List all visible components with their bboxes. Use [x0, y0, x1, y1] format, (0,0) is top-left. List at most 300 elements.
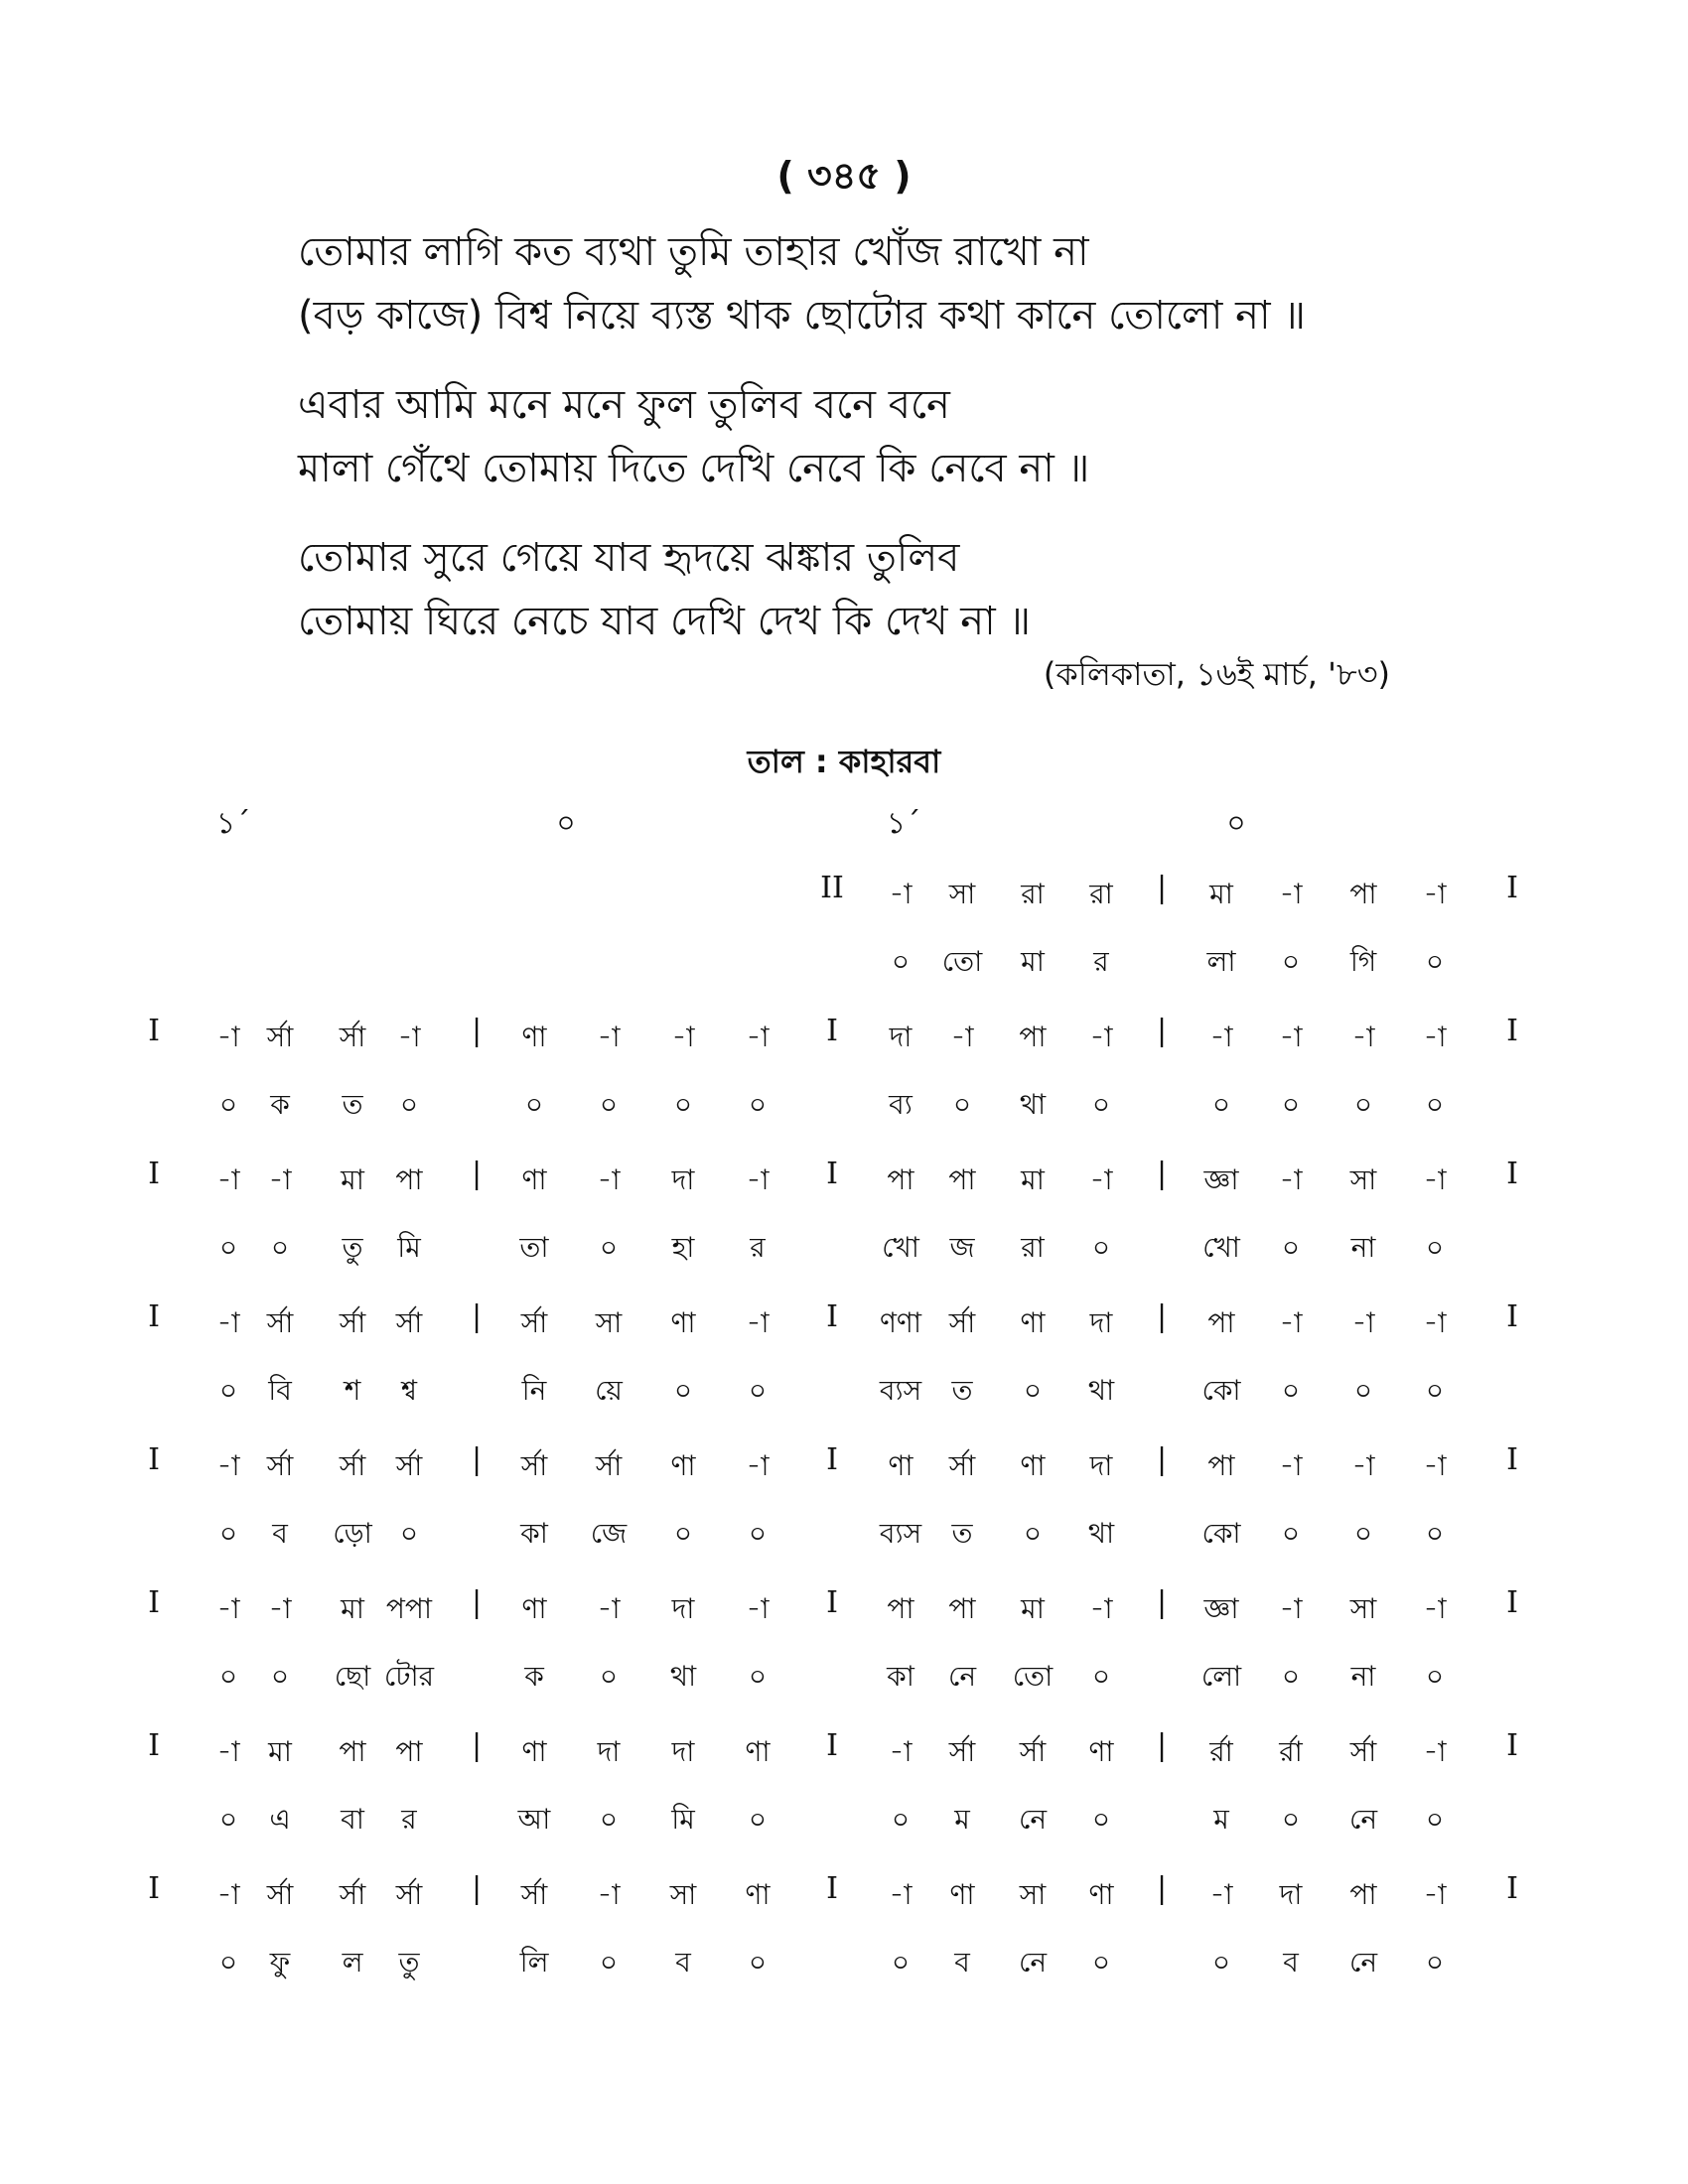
lyric-syllable: আ	[517, 1803, 551, 1836]
bar-line: I	[826, 1299, 838, 1334]
lyric-syllable: ব	[675, 1946, 691, 1979]
tala-label: তাল : কাহারবা	[747, 743, 941, 780]
lyric-syllable: টোর	[383, 1660, 435, 1693]
bar-line: |	[1156, 1728, 1168, 1763]
swara-note: -া	[216, 1449, 240, 1482]
bar-line: I	[148, 1442, 160, 1477]
swara-note: র্সা	[520, 1878, 548, 1911]
swara-note: -া	[216, 1878, 240, 1911]
bar-line: I	[1506, 1442, 1518, 1477]
lyric-syllable: ০	[1425, 1803, 1445, 1836]
notation-row	[0, 1155, 1688, 1297]
swara-note: মা	[341, 1163, 364, 1196]
lyric-syllable: শ্ব	[401, 1374, 417, 1407]
lyric-syllable: ০	[218, 1231, 238, 1264]
swara-note: -া	[889, 878, 913, 910]
lyric-syllable: ০	[599, 1231, 619, 1264]
swara-note: দা	[671, 1592, 695, 1625]
swara-note: -া	[671, 1021, 695, 1053]
swara-note: -া	[597, 1878, 621, 1911]
swara-note: পা	[948, 1592, 976, 1625]
footer-note: (কলিকাতা, ১৬ই মার্চ, '৮৩)	[1043, 655, 1390, 693]
lyric-syllable: লো	[1200, 1660, 1242, 1693]
lyric-syllable: ব্যস	[879, 1517, 922, 1550]
swara-note: র্সা	[339, 1878, 366, 1911]
bar-line: |	[1156, 1585, 1168, 1620]
lyric-syllable: তা	[519, 1231, 549, 1264]
swara-note: মা	[268, 1735, 292, 1768]
bar-line: I	[1506, 1014, 1518, 1048]
lyric-syllable: ক	[524, 1660, 544, 1693]
lyric-syllable: ০	[599, 1088, 619, 1121]
stanza	[298, 220, 1489, 347]
swara-note: সা	[1019, 1878, 1047, 1911]
swara-note: পা	[395, 1735, 423, 1768]
swara-note: -া	[746, 1449, 770, 1482]
lyric-syllable: ০	[1281, 1088, 1301, 1121]
lyric-syllable: নে	[947, 1660, 977, 1693]
bar-line: |	[1156, 1442, 1168, 1477]
lyric-syllable: ০	[1023, 1374, 1043, 1407]
swara-note: সা	[595, 1306, 623, 1339]
swara-note: মা	[1209, 878, 1233, 910]
swara-note: -া	[216, 1306, 240, 1339]
swara-note: র্সা	[948, 1306, 976, 1339]
lyric-line: তোমায় ঘিরে নেচে যাব দেখি দেখ কি দেখ না ॥	[298, 599, 1032, 644]
lyric-syllable: তু	[398, 1946, 420, 1979]
swara-note: র্সা	[266, 1449, 294, 1482]
lyric-syllable: নে	[1018, 1803, 1048, 1836]
lyric-syllable: র	[401, 1803, 417, 1836]
swara-note: জ্ঞা	[1203, 1163, 1239, 1196]
lyric-syllable: লি	[519, 1946, 549, 1979]
lyric-syllable: ০	[1425, 1374, 1445, 1407]
bar-line: |	[1156, 1299, 1168, 1334]
lyric-syllable: ব	[954, 1946, 970, 1979]
swara-note: ণা	[670, 1306, 696, 1339]
swara-note: পা	[887, 1592, 914, 1625]
swara-note: র্সা	[1019, 1735, 1047, 1768]
swara-note: সা	[948, 878, 976, 910]
notation-row	[0, 1583, 1688, 1726]
lyric-syllable: ০	[1425, 1660, 1445, 1693]
lyric-syllable: ত	[951, 1374, 973, 1407]
swara-note: -া	[597, 1592, 621, 1625]
lyric-syllable: না	[1350, 1660, 1376, 1693]
lyric-syllable: ০	[1091, 1231, 1111, 1264]
swara-note: র্সা	[520, 1306, 548, 1339]
bar-line: |	[471, 1871, 483, 1906]
swara-note: র্সা	[595, 1449, 623, 1482]
lyric-syllable: ০	[1353, 1088, 1373, 1121]
swara-note: মা	[1021, 1163, 1045, 1196]
bar-line: I	[1506, 1157, 1518, 1191]
lyric-syllable: ০	[218, 1946, 238, 1979]
swara-note: -া	[1279, 878, 1303, 910]
swara-note: র্সা	[948, 1449, 976, 1482]
swara-note: পা	[1349, 1878, 1377, 1911]
swara-note: র্সা	[948, 1735, 976, 1768]
lyric-syllable: ০	[748, 1374, 768, 1407]
swara-note: -া	[1423, 1878, 1447, 1911]
bar-line: |	[471, 1299, 483, 1334]
bar-line: I	[826, 1014, 838, 1048]
bar-line: I	[148, 1871, 160, 1906]
lyric-syllable: ল	[342, 1946, 363, 1979]
bar-line: I	[826, 1157, 838, 1191]
swara-note: ণা	[1020, 1449, 1046, 1482]
lyric-syllable: ০	[599, 1946, 619, 1979]
lyric-syllable: ড়ো	[333, 1517, 372, 1550]
lyric-syllable: ০	[218, 1374, 238, 1407]
lyric-syllable: ০	[524, 1088, 544, 1121]
swara-note: সা	[1349, 1163, 1377, 1196]
swara-note: -া	[1423, 1592, 1447, 1625]
swara-note: -া	[216, 1163, 240, 1196]
lyric-syllable: ০	[1281, 1660, 1301, 1693]
lyric-syllable: না	[1350, 1231, 1376, 1264]
swara-note: র্সা	[1349, 1735, 1377, 1768]
lyric-syllable: ম	[1213, 1803, 1229, 1836]
lyric-syllable: থা	[1087, 1517, 1115, 1550]
bar-line: I	[1506, 1299, 1518, 1334]
lyric-syllable: ০	[748, 1088, 768, 1121]
lyric-syllable: কা	[887, 1660, 914, 1693]
swara-note: -া	[268, 1163, 292, 1196]
swara-note: -া	[1423, 1306, 1447, 1339]
lyric-syllable: ব	[272, 1517, 288, 1550]
swara-note: ণা	[1088, 1735, 1114, 1768]
lyric-syllable: ০	[1425, 1517, 1445, 1550]
lyric-syllable: তো	[941, 945, 983, 978]
beat-marker: ১´	[886, 806, 921, 841]
bar-line: I	[148, 1014, 160, 1048]
lyric-syllable: ০	[1425, 1946, 1445, 1979]
lyric-syllable: ০	[1091, 1088, 1111, 1121]
swara-note: দা	[597, 1735, 621, 1768]
lyric-syllable: ০	[1091, 1803, 1111, 1836]
swara-note: র্সা	[266, 1021, 294, 1053]
swara-note: রা	[1021, 878, 1045, 910]
swara-note: দা	[1089, 1449, 1113, 1482]
bar-line: I	[826, 1728, 838, 1763]
swara-note: পা	[948, 1163, 976, 1196]
lyric-syllable: ০	[218, 1517, 238, 1550]
swara-note: -া	[746, 1592, 770, 1625]
lyric-syllable: থা	[1019, 1088, 1047, 1121]
swara-note: -া	[1423, 1735, 1447, 1768]
lyric-syllable: ০	[891, 945, 911, 978]
swara-note: -া	[950, 1021, 974, 1053]
bar-line: I	[148, 1157, 160, 1191]
swara-note: ণা	[670, 1449, 696, 1482]
beat-marker: ১´	[215, 806, 251, 841]
bar-line: I	[148, 1728, 160, 1763]
lyric-syllable: হা	[671, 1231, 695, 1264]
lyric-syllable: ০	[891, 1946, 911, 1979]
swara-note: র্সা	[395, 1306, 423, 1339]
lyric-syllable: শ	[344, 1374, 361, 1407]
lyric-syllable: কা	[520, 1517, 548, 1550]
swara-note: -া	[1351, 1449, 1375, 1482]
swara-note: -া	[1423, 1021, 1447, 1053]
lyric-line: (বড় কাজে) বিশ্ব নিয়ে ব্যস্ত থাক ছোটোর কথা কানে তোলো না ॥	[298, 293, 1306, 339]
swara-note: -া	[1279, 1163, 1303, 1196]
lyric-syllable: ০	[748, 1803, 768, 1836]
swara-note: ণা	[745, 1735, 771, 1768]
swara-note: ণা	[1020, 1306, 1046, 1339]
swara-note: সা	[1349, 1592, 1377, 1625]
lyrics-block	[298, 220, 1489, 679]
lyric-syllable: য়ে	[595, 1374, 623, 1407]
lyric-syllable: রা	[1021, 1231, 1045, 1264]
swara-note: -া	[1423, 1449, 1447, 1482]
notation-row	[0, 1297, 1688, 1440]
lyric-syllable: জে	[590, 1517, 628, 1550]
lyric-syllable: ০	[218, 1088, 238, 1121]
swara-note: -া	[1351, 1306, 1375, 1339]
swara-note: মা	[341, 1592, 364, 1625]
page-number: ( ৩৪৫ )	[776, 154, 912, 198]
lyric-syllable: ০	[399, 1517, 419, 1550]
lyric-syllable: র	[750, 1231, 766, 1264]
swara-note: রা	[1089, 878, 1113, 910]
lyric-syllable: নে	[1348, 1946, 1378, 1979]
lyric-syllable: মি	[671, 1803, 695, 1836]
lyric-syllable: ০	[673, 1374, 693, 1407]
swara-note: দা	[1279, 1878, 1303, 1911]
lyric-syllable: ০	[1425, 1231, 1445, 1264]
notation-row	[0, 869, 1688, 1012]
lyric-syllable: ০	[218, 1803, 238, 1836]
lyric-syllable: ০	[1281, 1803, 1301, 1836]
lyric-syllable: কো	[1201, 1517, 1241, 1550]
notation-row	[0, 1012, 1688, 1155]
swara-note: -া	[1279, 1306, 1303, 1339]
lyric-syllable: ত	[951, 1517, 973, 1550]
lyric-syllable: ব্যস	[879, 1374, 922, 1407]
swara-note: -া	[397, 1021, 421, 1053]
lyric-syllable: ০	[673, 1088, 693, 1121]
lyric-syllable: গি	[1349, 945, 1377, 978]
swara-note: -া	[1423, 878, 1447, 910]
swara-note: দা	[1089, 1306, 1113, 1339]
lyric-syllable: ম	[954, 1803, 970, 1836]
lyric-syllable: থা	[669, 1660, 697, 1693]
lyric-syllable: ০	[1091, 1946, 1111, 1979]
swara-note: -া	[1089, 1021, 1113, 1053]
swara-note: পা	[1019, 1021, 1047, 1053]
swara-note: -া	[597, 1163, 621, 1196]
lyric-syllable: তো	[1012, 1660, 1054, 1693]
swara-note: -া	[216, 1735, 240, 1768]
swara-note: -া	[1089, 1592, 1113, 1625]
stanza	[298, 373, 1489, 500]
lyric-syllable: ০	[1281, 1517, 1301, 1550]
bar-line: |	[471, 1442, 483, 1477]
swara-note: -া	[1279, 1592, 1303, 1625]
lyric-syllable: লা	[1206, 945, 1236, 978]
swara-note: র্সা	[339, 1021, 366, 1053]
swara-note: পা	[395, 1163, 423, 1196]
lyric-syllable: ০	[1425, 945, 1445, 978]
swara-note: -া	[268, 1592, 292, 1625]
lyric-syllable: ত	[342, 1088, 363, 1121]
bar-line: I	[1506, 1871, 1518, 1906]
notation-row	[0, 1726, 1688, 1869]
lyric-syllable: নে	[1018, 1946, 1048, 1979]
lyric-syllable: ০	[270, 1660, 290, 1693]
swara-note: -া	[1351, 1021, 1375, 1053]
bar-line: |	[1156, 1157, 1168, 1191]
swara-note: -া	[1279, 1021, 1303, 1053]
lyric-syllable: ব্য	[889, 1088, 913, 1121]
lyric-syllable: ০	[748, 1946, 768, 1979]
swara-note: ণা	[521, 1592, 547, 1625]
swara-note: -া	[746, 1306, 770, 1339]
swara-note: -া	[746, 1163, 770, 1196]
swara-note: পা	[887, 1163, 914, 1196]
lyric-syllable: ০	[270, 1231, 290, 1264]
swara-note: -া	[1209, 1021, 1233, 1053]
swara-note: -া	[597, 1021, 621, 1053]
bar-line: I	[148, 1585, 160, 1620]
bar-line: I	[826, 1585, 838, 1620]
swara-note: ণণা	[880, 1306, 921, 1339]
lyric-syllable: র	[1093, 945, 1109, 978]
lyric-syllable: ০	[1353, 1374, 1373, 1407]
swara-note: জ্ঞা	[1203, 1592, 1239, 1625]
bar-line: I	[1506, 1728, 1518, 1763]
lyric-syllable: ০	[1023, 1517, 1043, 1550]
lyric-syllable: ০	[748, 1660, 768, 1693]
lyric-syllable: ০	[1281, 1374, 1301, 1407]
swara-note: -া	[889, 1878, 913, 1911]
bar-line: I	[826, 1871, 838, 1906]
bar-line: I	[1506, 871, 1518, 905]
swara-note: ণা	[521, 1163, 547, 1196]
swara-note: ণা	[949, 1878, 975, 1911]
beat-marker: ০	[556, 806, 576, 841]
lyric-syllable: নি	[521, 1374, 547, 1407]
bar-line: II	[820, 871, 844, 905]
notation-row	[0, 1869, 1688, 2012]
swara-note: সা	[669, 1878, 697, 1911]
swara-note: র্সা	[266, 1306, 294, 1339]
bar-line: |	[471, 1728, 483, 1763]
bar-line: |	[471, 1014, 483, 1048]
swara-note: র্সা	[395, 1449, 423, 1482]
lyric-syllable: খো	[1202, 1231, 1240, 1264]
bar-line: |	[471, 1585, 483, 1620]
swara-note: ণা	[521, 1735, 547, 1768]
swara-note: -া	[216, 1592, 240, 1625]
lyric-syllable: ০	[1425, 1088, 1445, 1121]
lyric-syllable: ০	[1281, 1231, 1301, 1264]
swara-note: দা	[671, 1735, 695, 1768]
swara-note: -া	[1423, 1163, 1447, 1196]
swara-note: দা	[671, 1163, 695, 1196]
lyric-syllable: নে	[1348, 1803, 1378, 1836]
swara-note: -া	[746, 1021, 770, 1053]
swara-note: র্সা	[339, 1449, 366, 1482]
lyric-syllable: ০	[599, 1660, 619, 1693]
swara-note: পা	[1207, 1449, 1235, 1482]
beat-marker: ০	[1226, 806, 1246, 841]
bar-line: I	[1506, 1585, 1518, 1620]
bar-line: |	[471, 1157, 483, 1191]
lyric-syllable: থা	[1087, 1374, 1115, 1407]
swara-note: র্সা	[266, 1878, 294, 1911]
swara-note: পা	[339, 1735, 366, 1768]
swara-note: র্রা	[1279, 1735, 1303, 1768]
lyric-syllable: ০	[399, 1088, 419, 1121]
swara-note: পপা	[385, 1592, 433, 1625]
swara-note: -া	[1209, 1878, 1233, 1911]
swara-note: ণা	[745, 1878, 771, 1911]
bar-line: |	[1156, 871, 1168, 905]
lyric-syllable: বা	[341, 1803, 364, 1836]
lyric-syllable: ০	[218, 1660, 238, 1693]
lyric-syllable: কো	[1201, 1374, 1241, 1407]
swara-note: র্সা	[395, 1878, 423, 1911]
swara-note: -া	[889, 1735, 913, 1768]
lyric-syllable: ফু	[269, 1946, 291, 1979]
lyric-syllable: ক	[270, 1088, 290, 1121]
lyric-syllable: জ	[949, 1231, 975, 1264]
lyric-syllable: মি	[397, 1231, 421, 1264]
swara-note: র্সা	[520, 1449, 548, 1482]
lyric-syllable: তু	[342, 1231, 363, 1264]
lyric-syllable: ০	[952, 1088, 972, 1121]
swara-note: -া	[1089, 1163, 1113, 1196]
notation-row	[0, 1440, 1688, 1583]
lyric-syllable: ০	[599, 1803, 619, 1836]
lyric-syllable: ০	[748, 1517, 768, 1550]
lyric-syllable: ব	[1283, 1946, 1299, 1979]
swara-note: ণা	[1088, 1878, 1114, 1911]
lyric-syllable: ছো	[334, 1660, 371, 1693]
lyric-syllable: বি	[268, 1374, 292, 1407]
lyric-line: তোমার লাগি কত ব্যথা তুমি তাহার খোঁজ রাখো না	[298, 229, 1089, 275]
lyric-line: তোমার সুরে গেয়ে যাব হৃদয়ে ঝঙ্কার তুলিব	[298, 535, 960, 581]
lyric-syllable: ০	[1211, 1088, 1231, 1121]
lyric-line: মালা গেঁথে তোমায় দিতে দেখি নেবে কি নেবে না ॥	[298, 446, 1090, 491]
lyric-syllable: ০	[1211, 1946, 1231, 1979]
stanza	[298, 526, 1489, 653]
beat-markers	[0, 799, 1688, 839]
lyric-syllable: ০	[673, 1517, 693, 1550]
bar-line: I	[826, 1442, 838, 1477]
swara-note: পা	[1349, 878, 1377, 910]
bar-line: I	[148, 1299, 160, 1334]
swara-note: মা	[1021, 1592, 1045, 1625]
bar-line: |	[1156, 1014, 1168, 1048]
bar-line: |	[1156, 1871, 1168, 1906]
lyric-syllable: খো	[882, 1231, 919, 1264]
lyric-syllable: ০	[1281, 945, 1301, 978]
lyric-syllable: ০	[1091, 1660, 1111, 1693]
lyric-line: এবার আমি মনে মনে ফুল তুলিব বনে বনে	[298, 382, 950, 428]
notation-block	[0, 869, 1688, 2012]
lyric-syllable: এ	[269, 1803, 291, 1836]
swara-note: পা	[1207, 1306, 1235, 1339]
swara-note: র্সা	[339, 1306, 366, 1339]
swara-note: ণা	[888, 1449, 914, 1482]
swara-note: -া	[216, 1021, 240, 1053]
lyric-syllable: মা	[1021, 945, 1045, 978]
swara-note: র্রা	[1209, 1735, 1233, 1768]
